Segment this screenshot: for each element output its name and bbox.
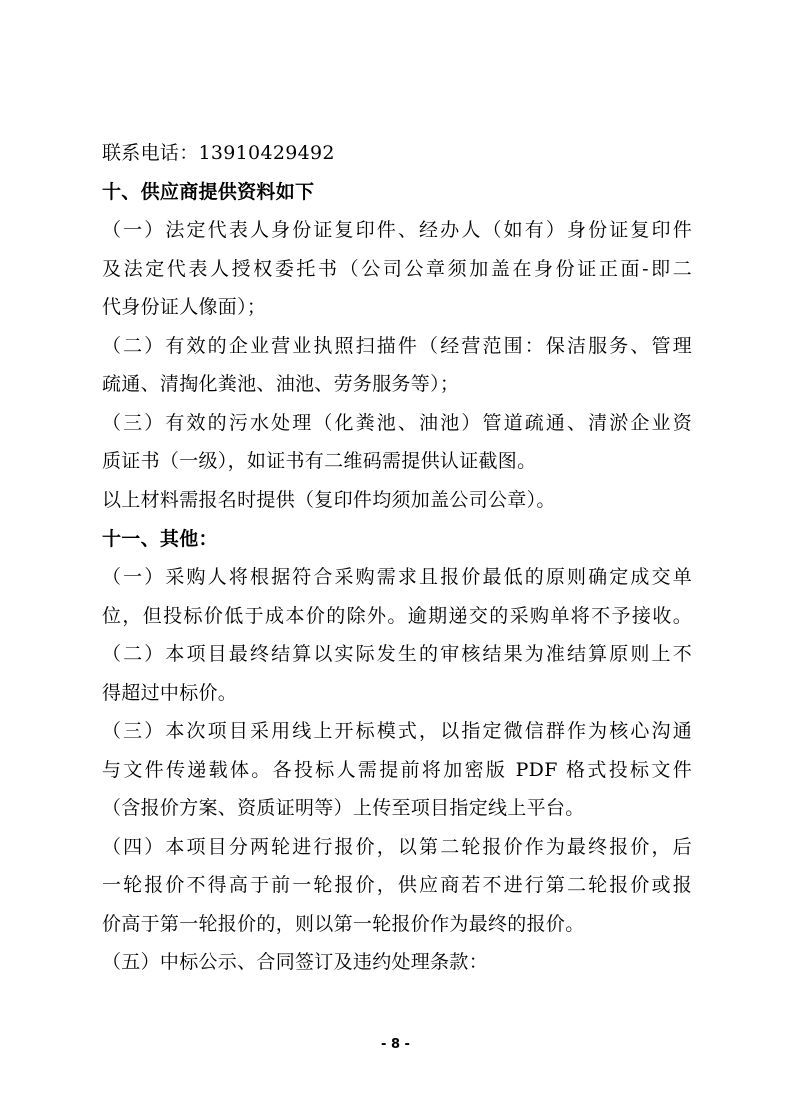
section-11-line: （含报价方案、资质证明等）上传至项目指定线上平台。 — [102, 797, 585, 819]
section-10-line: 疏通、清掏化粪池、油池、劳务服务等）； — [102, 373, 460, 395]
section-10-line: （二）有效的企业营业执照扫描件（经营范围：保洁服务、管理 — [102, 335, 692, 357]
section-11-line: 价高于第一轮报价的，则以第一轮报价作为最终的报价。 — [102, 913, 585, 935]
section-10-line: （一）法定代表人身份证复印件、经办人（如有）身份证复印件 — [102, 219, 692, 241]
section-11-line: （一）采购人将根据符合采购需求且报价最低的原则确定成交单 — [102, 566, 692, 588]
section-11-line: （五）中标公示、合同签订及违约处理条款： — [102, 951, 489, 973]
section-11-line: （三）本次项目采用线上开标模式，以指定微信群作为核心沟通 — [102, 720, 692, 742]
contact-phone-line: 联系电话：13910429492 — [102, 142, 335, 164]
section-11-line: （四）本项目分两轮进行报价，以第二轮报价作为最终报价，后 — [102, 836, 692, 858]
section-11-line: 位，但投标价低于成本价的除外。逾期递交的采购单将不予接收。 — [102, 605, 692, 627]
section-11-line: 与文件传递载体。各投标人需提前将加密版 PDF 格式投标文件 — [102, 759, 692, 781]
section-11-line: （二）本项目最终结算以实际发生的审核结果为准结算原则上不 — [102, 643, 692, 665]
section-11-heading: 十一、其他： — [102, 528, 218, 550]
section-10-line: 代身份证人像面）； — [102, 296, 267, 318]
section-10-heading: 十、供应商提供资料如下 — [102, 181, 315, 203]
section-10-line: 及法定代表人授权委托书（公司公章须加盖在身份证正面-即二 — [102, 258, 692, 280]
section-10-line: 质证书（一级），如证书有二维码需提供认证截图。 — [102, 450, 537, 472]
section-11-line: 一轮报价不得高于前一轮报价，供应商若不进行第二轮报价或报 — [102, 874, 692, 896]
section-11-line: 得超过中标价。 — [102, 682, 238, 704]
section-10-line: （三）有效的污水处理（化粪池、油池）管道疏通、清淤企业资 — [102, 412, 692, 434]
section-10-line: 以上材料需报名时提供（复印件均须加盖公司公章）。 — [102, 489, 556, 511]
page-number: - 8 - — [381, 1037, 410, 1052]
